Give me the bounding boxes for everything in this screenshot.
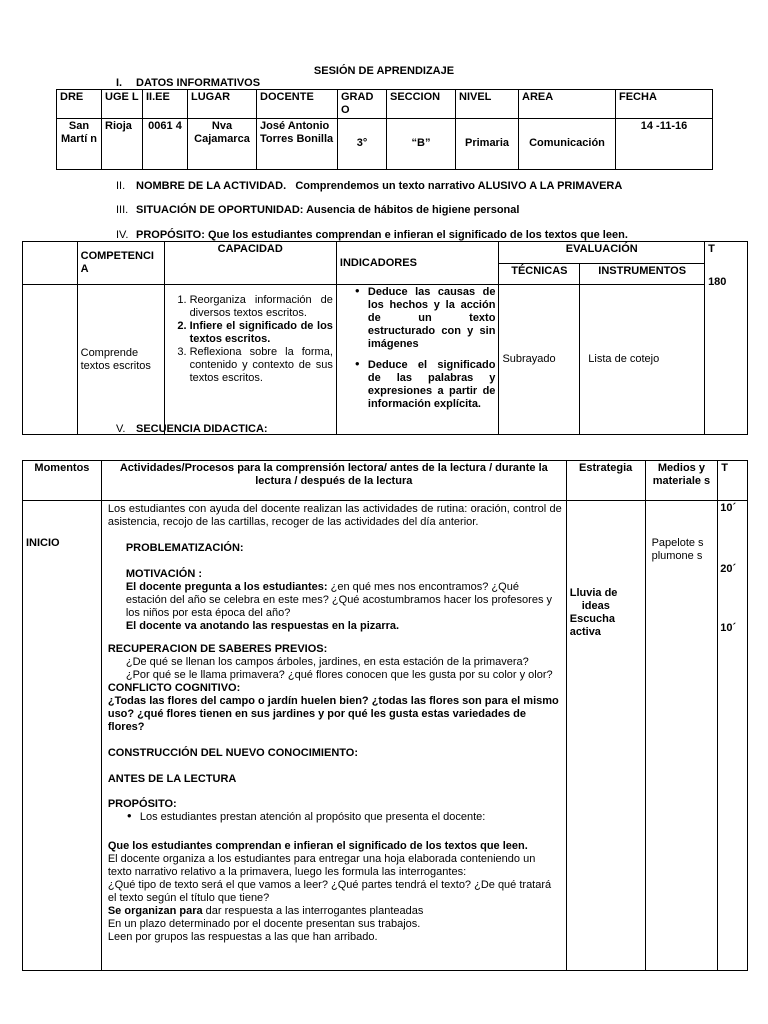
purpose-header-tecnicas: TÉCNICAS [499,264,580,285]
section-2-line [136,180,622,193]
motivacion-text [108,581,562,620]
purpose-header-competencia: COMPETENCI A [77,242,164,285]
organiza-text: El docente organiza a los estudiantes para entregar una hoja elaborada conteniendo un texto narrativo relativo a la primavera, luego les formula las interrogantes: [107,853,536,879]
saberes-heading: RECUPERACION DE SABERES PREVIOS: [107,642,328,655]
section-4-text: Que los estudiantes comprendan e infieran el significado de los textos que leen. [207,229,628,241]
construccion-heading: CONSTRUCCIÓN DEL NUEVO CONOCIMIENTO: [107,746,359,759]
section-2-number: II. [116,180,126,192]
section-3-label: SITUACIÓN DE OPORTUNIDAD: [136,204,304,216]
section-3-number: III. [116,204,129,216]
interrogantes-text: ¿Qué tipo de texto será el que vamos a leer? ¿Qué partes tendrá el texto? ¿De qué tratará el texto según el título que tiene? [107,879,552,905]
info-value-seccion: “B” [387,118,456,169]
purpose-header-indicadores: INDICADORES [336,242,499,285]
purpose-header-t: T [708,243,715,255]
info-table [56,89,713,170]
sequence-header-row [23,461,748,501]
proposito-bullet: ● Los estudiantes prestan atención al propósito que presenta el docente: [140,811,562,824]
plazo-text: En un plazo determinado por el docente presentan sus trabajos. [107,918,421,931]
purpose-body-row [23,285,748,435]
info-header-seccion: SECCION [387,90,456,119]
info-header-nivel: NIVEL [456,90,519,119]
sequence-activities-cell [101,501,566,971]
section-4-number: IV. [116,229,129,241]
info-value-ugel: Rioja [102,118,143,169]
info-header-area: AREA [519,90,616,119]
tiempo-item: 20´ [720,562,737,575]
purpose-header-instrumentos: INSTRUMENTOS [580,264,705,285]
purpose-capacidades-cell [164,285,336,435]
section-4-label: PROPÓSITO: [136,229,205,241]
sequence-body-row [23,501,748,971]
sequence-header-medios: Medios y materiale s [645,461,718,501]
section-1-label: DATOS INFORMATIVOS [136,77,261,89]
info-value-fecha: 14 -11-16 [616,118,713,169]
sequence-medios: Papelote s plumone s [645,501,718,971]
se-organizan-line [108,905,562,918]
info-header-grado: GRAD O [338,90,387,119]
info-value-grado: 3° [338,118,387,169]
capacidad-item: 3. Reflexiona sobre la forma, contenido y contexto de sus textos escritos. [190,346,333,385]
section-2-text: Comprendemos un texto narrativo ALUSIVO A LA PRIMAVERA [295,180,623,192]
info-value-area: Comunicación [519,118,616,169]
sequence-table [22,460,748,971]
purpose-header-t-cell [705,242,748,435]
info-value-lugar: Nva Cajamarca [188,118,257,169]
purpose-header-capacidad: CAPACIDAD [164,242,336,285]
section-3-line [136,204,519,217]
sequence-header-estrategia: Estrategia [566,461,645,501]
conflicto-heading: CONFLICTO COGNITIVO: [107,681,241,694]
capacidades-list [168,294,333,385]
info-value-iiee: 0061 4 [143,118,188,169]
se-organizan-bold: Se organizan para [107,905,203,918]
sequence-header-actividades: Actividades/Procesos para la comprensión lectora/ antes de la lectura / durante la lectura / después de la lectura [101,461,566,501]
section-5-number: V. [116,423,126,435]
info-header-row [57,90,713,119]
indicadores-list [354,286,496,411]
section-1-number: I. [116,77,123,89]
proposito-list [126,811,562,824]
intro-text: Los estudiantes con ayuda del docente realizan las actividades de rutina: oración, control de asistencia, recojo de las cartillas, recoger de las actividades del día anterior. [107,503,562,528]
capacidad-item: 1. Reorganiza información de diversos textos escritos. [190,294,333,320]
tiempo-item: 10´ [720,502,737,514]
info-header-docente: DOCENTE [257,90,338,119]
conflicto-text: ¿Todas las flores del campo o jardín huelen bien? ¿todas las flores son para el mismo uso? ¿qué flores tienen en sus jardines y por qué les gusta estas variedades de flores? [107,694,559,733]
info-value-row [57,118,713,169]
capacidad-item: 2. Infiere el significado de los textos escritos. [190,320,333,346]
sequence-tiempos-cell [718,501,748,971]
info-header-dre: DRE [57,90,102,119]
indicador-item: ● Deduce el significado de las palabras y expresiones a partir de información explícita. [368,359,496,411]
motivacion-preguntas: ¿en qué mes nos encontramos? ¿Qué estación del año se celebra en este mes? ¿Qué acostumbramos hacer los profesores y los niños por esta época del año? [125,580,553,619]
info-header-lugar: LUGAR [188,90,257,119]
estrategia-item: Escucha activa [569,612,615,638]
info-value-dre: San Martí n [57,118,102,169]
info-header-iiee: II.EE [143,90,188,119]
info-value-docente: José Antonio Torres Bonilla [257,118,338,169]
indicador-item: ● Deduce las causas de los hechos y la acción de un texto estructurado con y sin imágenes [368,286,496,351]
purpose-header-evaluacion: EVALUACIÓN [499,242,705,264]
proposito-heading: PROPÓSITO: [107,798,177,811]
saberes-question-1: ¿De qué se llenan los campos árboles, jardines, en esta estación de la primavera? [125,655,529,668]
purpose-table [22,241,748,435]
proposito-bold: Que los estudiantes comprendan e infieran el significado de los textos que leen. [107,840,528,853]
section-5-label: SECUENCIA DIDACTICA: [136,423,268,435]
purpose-instrumento: Lista de cotejo [580,285,705,435]
sequence-header-t: T [718,461,748,501]
purpose-indicadores-cell [336,285,499,435]
section-2-label: NOMBRE DE LA ACTIVIDAD. [136,180,287,192]
info-value-nivel: Primaria [456,118,519,169]
sequence-header-momentos: Momentos [23,461,102,501]
purpose-empty-cell [23,285,78,435]
page-title: SESIÓN DE APRENDIZAJE [313,65,455,77]
motivacion-heading: MOTIVACIÓN : [125,567,203,580]
purpose-tecnica: Subrayado [499,285,580,435]
section-3-text: Ausencia de hábitos de higiene personal [306,204,520,216]
purpose-header-row-1 [23,242,748,264]
leen-text: Leen por grupos las respuestas a las que han arribado. [107,931,378,944]
sequence-momento: INICIO [23,501,102,971]
purpose-t-value: 180 [708,275,727,288]
purpose-competencia: Comprende textos escritos [77,285,164,435]
info-header-ugel: UGE L [102,90,143,119]
docente-pregunta: El docente pregunta a los estudiantes: [125,580,328,593]
sequence-estrategia-cell [566,501,645,971]
info-header-fecha: FECHA [616,90,713,119]
antes-heading: ANTES DE LA LECTURA [107,772,237,785]
se-organizan-rest: dar respuesta a las interrogantes planteadas [205,905,424,918]
problematizacion-heading: PROBLEMATIZACIÓN: [125,541,244,554]
estrategia-item: Lluvia de ideas [569,587,618,612]
purpose-empty-header [23,242,78,285]
anota-text: El docente va anotando las respuestas en la pizarra. [125,619,400,632]
tiempo-item: 10´ [720,621,737,634]
saberes-question-2: ¿Por qué se le llama primavera? ¿qué flores conocen que les gusta por su color y olor? [125,668,553,681]
